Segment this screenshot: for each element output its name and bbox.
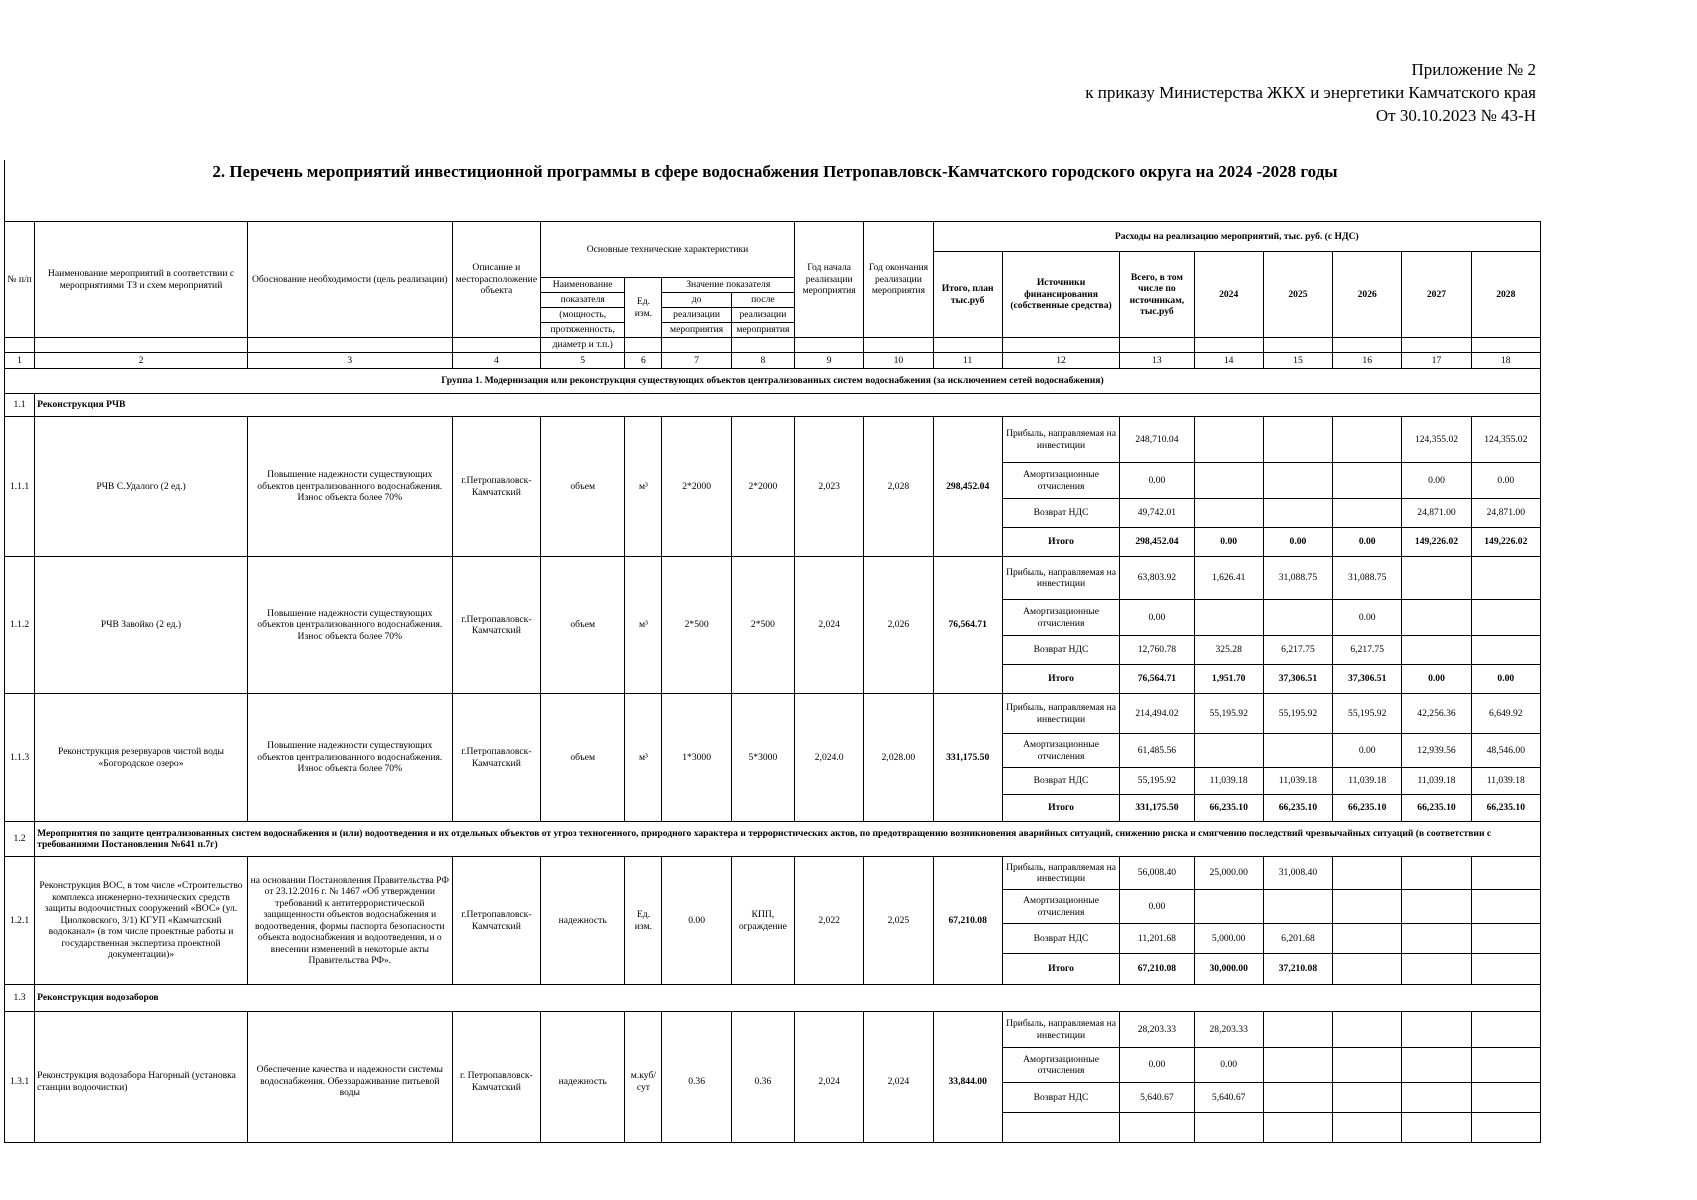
col-2026-header: 2026 (1333, 252, 1402, 338)
value-cell: 11,039.18 (1194, 768, 1263, 795)
source-vat: Возврат НДС (1002, 1083, 1119, 1113)
indicator-name-line: диаметр и т.п.) (541, 338, 625, 353)
col-number: 11 (933, 353, 1002, 369)
value-cell (1471, 1012, 1540, 1048)
total-cell: 66,235.10 (1194, 795, 1263, 822)
item-year-end: 2,028 (864, 417, 933, 557)
value-cell: 28,203.33 (1194, 1012, 1263, 1048)
value-cell (1194, 600, 1263, 636)
value-cell (1402, 924, 1471, 954)
source-profit: Прибыль, направляемая на инвестиции (1002, 417, 1119, 463)
total-cell: 298,452.04 (1120, 528, 1194, 557)
item-unit: м.куб/сут (625, 1012, 662, 1143)
document-header (1085, 58, 1536, 127)
value-cell: 28,203.33 (1120, 1012, 1194, 1048)
value-cell: 1,626.41 (1194, 557, 1263, 600)
item-unit: м³ (625, 417, 662, 557)
item-place: г.Петропавловск-Камчатский (452, 694, 540, 822)
col-unit-header: Ед. изм. (625, 278, 662, 338)
total-cell: 37,306.51 (1263, 665, 1332, 694)
col-number: 1 (5, 353, 35, 369)
value-cell: 6,201.68 (1263, 924, 1332, 954)
item-year-start: 2,024.0 (795, 694, 864, 822)
item-year-end: 2,025 (864, 857, 933, 985)
value-cell: 42,256.36 (1402, 694, 1471, 734)
item-place: г.Петропавловск-Камчатский (452, 857, 540, 985)
item-number: 1.2.1 (5, 857, 35, 985)
item-indicator: объем (541, 557, 625, 694)
total-cell: 149,226.02 (1471, 528, 1540, 557)
value-cell (1263, 1012, 1332, 1048)
value-cell: 0.00 (1471, 463, 1540, 499)
source-amort: Амортизационные отчисления (1002, 600, 1119, 636)
item-name: Реконструкция ВОС, в том числе «Строительство комплекса инженерно-технических средств защиты водоочистных сооружений «ВОС» (ул. Циолковского, 3/1) КГУП «Камчатский водоканал» (в том числе проектные работы и государственная экспертиза проектной документации)» (35, 857, 248, 985)
source-vat: Возврат НДС (1002, 636, 1119, 665)
item-before: 2*2000 (662, 417, 731, 557)
value-cell: 0.00 (1333, 734, 1402, 768)
item-number: 1.3.1 (5, 1012, 35, 1143)
item-indicator: объем (541, 417, 625, 557)
value-cell (1402, 557, 1471, 600)
col-number: 13 (1120, 353, 1194, 369)
value-cell (1402, 890, 1471, 924)
item-year-start: 2,022 (795, 857, 864, 985)
value-cell (1471, 1083, 1540, 1113)
col-2025-header: 2025 (1263, 252, 1332, 338)
total-cell: 0.00 (1471, 665, 1540, 694)
value-cell: 5,640.67 (1120, 1083, 1194, 1113)
value-cell (1402, 1048, 1471, 1083)
col-sources-header: Источники финансирования (собственные средства) (1002, 252, 1119, 338)
header-line-1: Приложение № 2 (1411, 60, 1536, 79)
total-cell (1333, 954, 1402, 985)
item-plan-total: 33,844.00 (933, 1012, 1002, 1143)
value-cell (1333, 1012, 1402, 1048)
value-cell: 48,546.00 (1471, 734, 1540, 768)
item-indicator: объем (541, 694, 625, 822)
value-cell (1402, 636, 1471, 665)
indicator-name-line: (мощность, (541, 308, 625, 323)
item-reason: Повышение надежности существующих объектов централизованного водоснабжения. Износ объекта более 70% (247, 417, 452, 557)
value-cell: 31,088.75 (1333, 557, 1402, 600)
total-cell: 66,235.10 (1333, 795, 1402, 822)
value-cell: 31,088.75 (1263, 557, 1332, 600)
item-unit: Ед. изм. (625, 857, 662, 985)
section-number: 1.3 (5, 985, 35, 1012)
investment-table (4, 221, 1541, 1143)
value-cell: 49,742.01 (1120, 499, 1194, 528)
value-cell (1471, 1048, 1540, 1083)
value-cell: 0.00 (1120, 1048, 1194, 1083)
value-cell: 55,195.92 (1120, 768, 1194, 795)
value-cell: 61,485.56 (1120, 734, 1194, 768)
value-cell (1402, 857, 1471, 890)
source-total: Итого (1002, 665, 1119, 694)
value-cell: 6,217.75 (1263, 636, 1332, 665)
item-year-start: 2,023 (795, 417, 864, 557)
source-amort: Амортизационные отчисления (1002, 734, 1119, 768)
total-cell: 149,226.02 (1402, 528, 1471, 557)
item-reason: на основании Постановления Правительства РФ от 23.12.2016 г. № 1467 «Об утверждении требований к антитеррористической защищенности объектов водоснабжения и водоотведения, формы паспорта безопасности объекта водоснабжения и водоотведения, и о внесении изменений в некоторые акты Правительства РФ». (247, 857, 452, 985)
item-unit: м³ (625, 557, 662, 694)
item-number: 1.1.1 (5, 417, 35, 557)
value-cell: 325.28 (1194, 636, 1263, 665)
source-profit: Прибыль, направляемая на инвестиции (1002, 857, 1119, 890)
value-cell: 56,008.40 (1120, 857, 1194, 890)
item-unit: м³ (625, 694, 662, 822)
section-1-2-title: Мероприятия по защите централизованных систем водоснабжения и (или) водоотведения и их отдельных объектов от угроз техногенного, природного характера и террористических актов, по предотвращению возникновения аварийных ситуаций, снижению риска и смягчению последствий чрезвычайных ситуаций (в соответствии с требованиями Постановления №641 п.7г) (35, 822, 1541, 857)
item-plan-total: 67,210.08 (933, 857, 1002, 985)
col-year-end-header: Год окончания реализации мероприятия (864, 222, 933, 338)
value-cell (1194, 890, 1263, 924)
indicator-name-line: протяженность, (541, 323, 625, 338)
value-cell: 12,760.78 (1120, 636, 1194, 665)
item-place: г. Петропавловск-Камчатский (452, 1012, 540, 1143)
after-header-line: мероприятия (731, 323, 794, 338)
section-number: 1.2 (5, 822, 35, 857)
col-number: 10 (864, 353, 933, 369)
total-cell (1402, 954, 1471, 985)
col-number: 12 (1002, 353, 1119, 369)
value-cell: 0.00 (1120, 463, 1194, 499)
item-plan-total: 331,175.50 (933, 694, 1002, 822)
item-number: 1.1.3 (5, 694, 35, 822)
total-cell: 0.00 (1194, 528, 1263, 557)
source-amort: Амортизационные отчисления (1002, 890, 1119, 924)
item-reason: Повышение надежности существующих объектов централизованного водоснабжения. Износ объекта более 70% (247, 694, 452, 822)
value-cell: 63,803.92 (1120, 557, 1194, 600)
total-cell: 331,175.50 (1120, 795, 1194, 822)
section-1-3-title: Реконструкция водозаборов (35, 985, 1541, 1012)
value-cell (1402, 1083, 1471, 1113)
value-cell (1194, 417, 1263, 463)
item-after: КПП, ограждение (731, 857, 794, 985)
value-cell (1333, 1048, 1402, 1083)
value-cell (1263, 463, 1332, 499)
item-after: 5*3000 (731, 694, 794, 822)
col-name-header: Наименование мероприятий в соответствии с мероприятиями ТЗ и схем мероприятий (35, 222, 248, 338)
item-reason: Обеспечение качества и надежности системы водоснабжения. Обеззараживание питьевой воды (247, 1012, 452, 1143)
item-year-start: 2,024 (795, 557, 864, 694)
col-2024-header: 2024 (1194, 252, 1263, 338)
value-cell (1402, 600, 1471, 636)
value-cell (1471, 857, 1540, 890)
col-number: 16 (1333, 353, 1402, 369)
value-cell (1402, 1012, 1471, 1048)
value-cell (1333, 499, 1402, 528)
col-year-start-header: Год начала реализации мероприятия (795, 222, 864, 338)
value-cell (1333, 890, 1402, 924)
section-number: 1.1 (5, 394, 35, 417)
col-number: 4 (452, 353, 540, 369)
before-header-line: реализации (662, 308, 731, 323)
item-place: г.Петропавловск-Камчатский (452, 417, 540, 557)
col-value-header: Значение показателя (662, 278, 795, 293)
value-cell (1471, 600, 1540, 636)
col-number: 5 (541, 353, 625, 369)
value-cell (1471, 924, 1540, 954)
value-cell: 55,195.92 (1194, 694, 1263, 734)
value-cell: 6,649.92 (1471, 694, 1540, 734)
col-number: 2 (35, 353, 248, 369)
frame-line (4, 160, 5, 222)
value-cell (1263, 890, 1332, 924)
indicator-name-header: Наименование (541, 278, 625, 293)
value-cell (1471, 636, 1540, 665)
col-tech-header: Основные технические характеристики (541, 222, 795, 278)
value-cell: 31,008.40 (1263, 857, 1332, 890)
value-cell: 0.00 (1333, 600, 1402, 636)
col-number: 8 (731, 353, 794, 369)
total-cell: 0.00 (1402, 665, 1471, 694)
item-year-end: 2,028.00 (864, 694, 933, 822)
total-cell: 67,210.08 (1120, 954, 1194, 985)
source-vat: Возврат НДС (1002, 768, 1119, 795)
item-place: г.Петропавловск-Камчатский (452, 557, 540, 694)
value-cell: 11,201.68 (1120, 924, 1194, 954)
section-1-1-title: Реконструкция РЧВ (35, 394, 1541, 417)
total-cell: 0.00 (1263, 528, 1332, 557)
total-cell: 66,235.10 (1471, 795, 1540, 822)
value-cell (1471, 890, 1540, 924)
source-amort: Амортизационные отчисления (1002, 463, 1119, 499)
source-vat: Возврат НДС (1002, 499, 1119, 528)
source-profit: Прибыль, направляемая на инвестиции (1002, 694, 1119, 734)
value-cell: 0.00 (1120, 600, 1194, 636)
source-total: Итого (1002, 528, 1119, 557)
item-name: Реконструкция водозабора Нагорный (установка станции водоочистки) (35, 1012, 248, 1143)
value-cell: 124,355.02 (1471, 417, 1540, 463)
value-cell: 124,355.02 (1402, 417, 1471, 463)
item-name: Реконструкция резервуаров чистой воды «Богородское озеро» (35, 694, 248, 822)
value-cell (1194, 499, 1263, 528)
col-number: 6 (625, 353, 662, 369)
item-indicator: надежность (541, 1012, 625, 1143)
total-cell: 66,235.10 (1402, 795, 1471, 822)
value-cell (1263, 734, 1332, 768)
value-cell: 11,039.18 (1471, 768, 1540, 795)
value-cell (1194, 463, 1263, 499)
after-header-line: реализации (731, 308, 794, 323)
value-cell: 214,494.02 (1120, 694, 1194, 734)
value-cell: 5,640.67 (1194, 1083, 1263, 1113)
item-name: РЧВ С.Удалого (2 ед.) (35, 417, 248, 557)
source-total: Итого (1002, 954, 1119, 985)
value-cell (1263, 1083, 1332, 1113)
header-line-2: к приказу Министерства ЖКХ и энергетики Камчатского края (1085, 83, 1536, 102)
total-cell (1471, 954, 1540, 985)
source-profit: Прибыль, направляемая на инвестиции (1002, 1012, 1119, 1048)
col-number: 18 (1471, 353, 1540, 369)
value-cell: 25,000.00 (1194, 857, 1263, 890)
value-cell (1333, 463, 1402, 499)
value-cell: 24,871.00 (1471, 499, 1540, 528)
value-cell: 0.00 (1402, 463, 1471, 499)
item-after: 2*500 (731, 557, 794, 694)
col-total-plan-header: Итого, план тыс.руб (933, 252, 1002, 338)
item-plan-total: 298,452.04 (933, 417, 1002, 557)
total-cell: 30,000.00 (1194, 954, 1263, 985)
total-cell: 0.00 (1333, 528, 1402, 557)
col-reason-header: Обоснование необходимости (цель реализации) (247, 222, 452, 338)
source-vat: Возврат НДС (1002, 924, 1119, 954)
group-1-heading: Группа 1. Модернизация или реконструкция существующих объектов централизованных систем водоснабжения (за исключением сетей водоснабжения) (5, 369, 1541, 394)
value-cell: 11,039.18 (1402, 768, 1471, 795)
item-before: 2*500 (662, 557, 731, 694)
col-number: 9 (795, 353, 864, 369)
value-cell: 24,871.00 (1402, 499, 1471, 528)
item-before: 0.00 (662, 857, 731, 985)
item-year-end: 2,026 (864, 557, 933, 694)
total-cell: 37,210.08 (1263, 954, 1332, 985)
item-number: 1.1.2 (5, 557, 35, 694)
value-cell: 55,195.92 (1263, 694, 1332, 734)
item-indicator: надежность (541, 857, 625, 985)
item-plan-total: 76,564.71 (933, 557, 1002, 694)
value-cell: 0.00 (1194, 1048, 1263, 1083)
col-all-sources-header: Всего, в том числе по источникам, тыс.руб (1120, 252, 1194, 338)
page-title: 2. Перечень мероприятий инвестиционной программы в сфере водоснабжения Петропавловск-Камчатского городского округа на 2024 -2028 годы (212, 162, 1338, 181)
col-number: 15 (1263, 353, 1332, 369)
value-cell (1471, 557, 1540, 600)
total-cell: 66,235.10 (1263, 795, 1332, 822)
source-amort: Амортизационные отчисления (1002, 1048, 1119, 1083)
item-year-end: 2,024 (864, 1012, 933, 1143)
value-cell (1194, 734, 1263, 768)
indicator-name-line: показателя (541, 293, 625, 308)
value-cell: 248,710.04 (1120, 417, 1194, 463)
col-expenses-header: Расходы на реализацию мероприятий, тыс. руб. (с НДС) (933, 222, 1540, 252)
value-cell (1263, 1048, 1332, 1083)
value-cell: 5,000.00 (1194, 924, 1263, 954)
after-header: после (731, 293, 794, 308)
total-cell: 1,951.70 (1194, 665, 1263, 694)
source-total: Итого (1002, 795, 1119, 822)
value-cell (1333, 857, 1402, 890)
item-before: 0.36 (662, 1012, 731, 1143)
value-cell (1333, 924, 1402, 954)
header-line-3: От 30.10.2023 № 43-Н (1375, 106, 1536, 125)
value-cell (1333, 1083, 1402, 1113)
value-cell: 6,217.75 (1333, 636, 1402, 665)
col-number: 3 (247, 353, 452, 369)
value-cell: 12,939.56 (1402, 734, 1471, 768)
item-name: РЧВ Завойко (2 ед.) (35, 557, 248, 694)
total-cell: 37,306.51 (1333, 665, 1402, 694)
source-profit: Прибыль, направляемая на инвестиции (1002, 557, 1119, 600)
col-num-header: № п/п (5, 222, 35, 338)
item-year-start: 2,024 (795, 1012, 864, 1143)
item-after: 0.36 (731, 1012, 794, 1143)
total-cell: 76,564.71 (1120, 665, 1194, 694)
item-reason: Повышение надежности существующих объектов централизованного водоснабжения. Износ объекта более 70% (247, 557, 452, 694)
item-before: 1*3000 (662, 694, 731, 822)
item-after: 2*2000 (731, 417, 794, 557)
before-header: до (662, 293, 731, 308)
col-number: 7 (662, 353, 731, 369)
col-descr-header: Описание и месторасположение объекта (452, 222, 540, 338)
page-bottom-margin (0, 1148, 1697, 1200)
col-2028-header: 2028 (1471, 252, 1540, 338)
value-cell: 11,039.18 (1263, 768, 1332, 795)
col-number: 14 (1194, 353, 1263, 369)
value-cell (1263, 600, 1332, 636)
value-cell (1263, 499, 1332, 528)
value-cell: 11,039.18 (1333, 768, 1402, 795)
value-cell (1263, 417, 1332, 463)
col-number: 17 (1402, 353, 1471, 369)
value-cell: 0.00 (1120, 890, 1194, 924)
value-cell: 55,195.92 (1333, 694, 1402, 734)
before-header-line: мероприятия (662, 323, 731, 338)
value-cell (1333, 417, 1402, 463)
col-2027-header: 2027 (1402, 252, 1471, 338)
